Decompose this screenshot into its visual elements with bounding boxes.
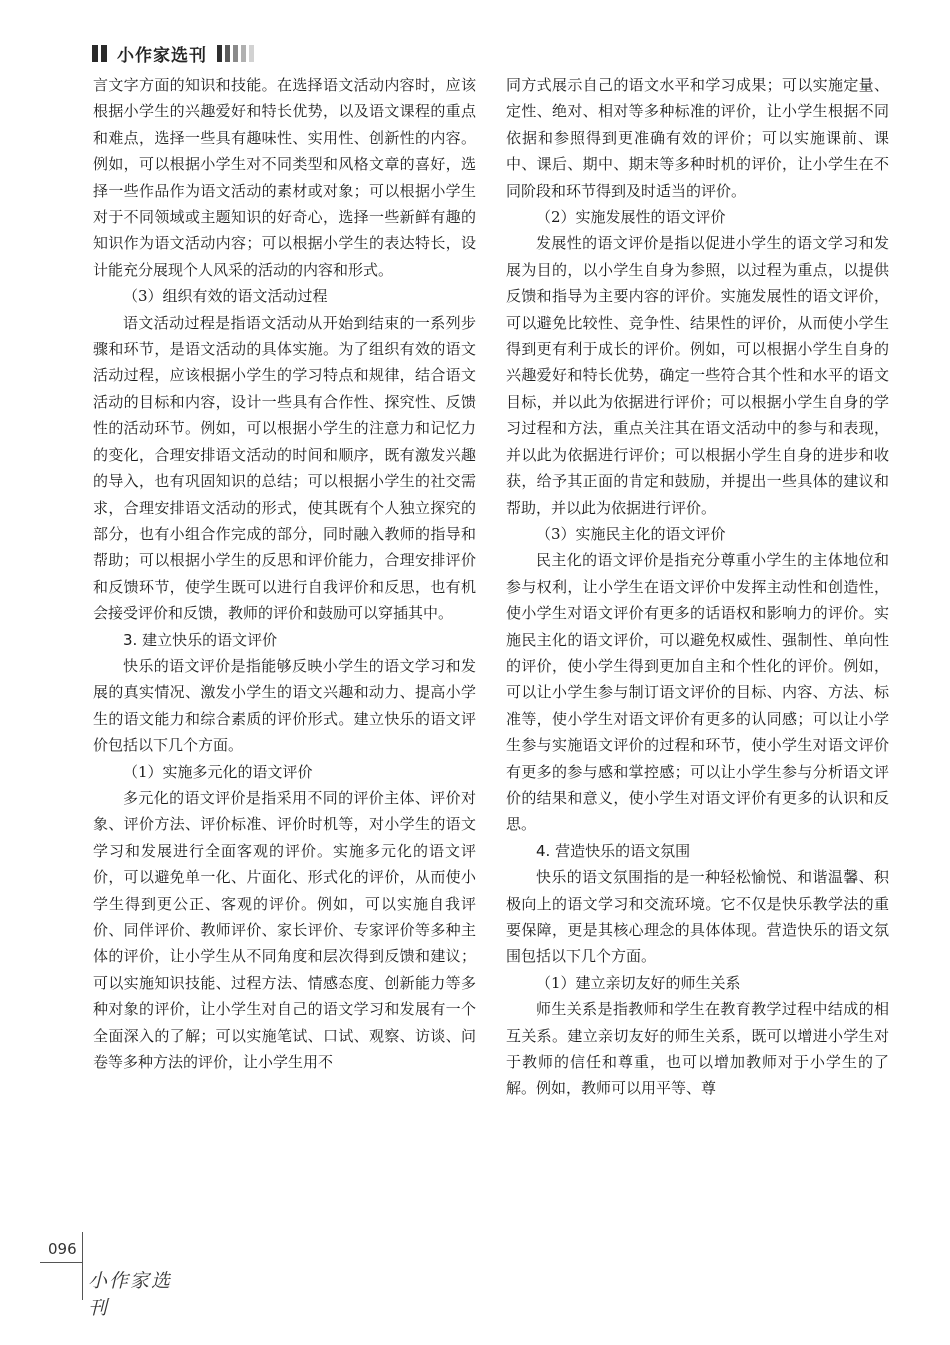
fade-bar xyxy=(225,45,230,62)
page-footer xyxy=(40,1232,192,1319)
paragraph: 言文字方面的知识和技能。在选择语文活动内容时，应该根据小学生的兴趣爱好和特长优势，以及语文课程的重点和难点，选择一些具有趣味性、实用性、创新性的内容。例如，可以根据小学生对不同类型和风格文章的喜好，选择一些作品作为语文活动的素材或对象；可以根据小学生对于不同领域或主题知识的好奇心，选择一些新鲜有趣的知识作为语文活动内容；可以根据小学生的表达特长，设计能充分展现个人风采的活动的内容和形式。 xyxy=(93,76,476,279)
paragraph: 民主化的语文评价是指充分尊重小学生的主体地位和参与权利，让小学生在语文评价中发挥主动性和创造性，使小学生对语文评价有更多的话语权和影响力的评价。实施民主化的语文评价，可以避免权威性、强制性、单向性的评价，使小学生得到更加自主和个性化的评价。例如，可以让小学生参与制订语文评价的目标、内容、方法、标准等，使小学生对语文评价有更多的认同感；可以让小学生参与实施语文评价的过程和环节，使小学生对语文评价有更多的参与感和掌控感；可以让小学生参与分析语文评价的结果和意义，使小学生对语文评价有更多的认识和反思。 xyxy=(506,551,889,834)
right-column xyxy=(506,72,889,1102)
paragraph: 同方式展示自己的语文水平和学习成果；可以实施定量、定性、绝对、相对等多种标准的评价，让小学生根据不同依据和参照得到更准确有效的评价；可以实施课前、课中、课后、期中、期末等多种时机的评价，让小学生在不同阶段和环节得到及时适当的评价。 xyxy=(506,76,889,200)
paragraph: 快乐的语文氛围指的是一种轻松愉悦、和谐温馨、积极向上的语文学习和交流环境。它不仅是快乐教学法的重要保障，更是其核心理念的具体体现。营造快乐的语文氛围包括以下几个方面。 xyxy=(506,868,889,966)
subsection-heading: （3）组织有效的语文活动过程 xyxy=(123,287,328,306)
paragraph: 语文活动过程是指语文活动从开始到结束的一系列步骤和环节，是语文活动的具体实施。为了组织有效的语文活动过程，应该根据小学生的学习特点和规律，结合语文活动的目标和内容，设计一些具有合作性、探究性、反馈性的活动环节。例如，可以根据小学生的注意力和记忆力的变化，合理安排语文活动的时间和顺序，既有激发兴趣的导入，也有巩固知识的总结；可以根据小学生的社交需求，合理安排语文活动的形式，使其既有个人独立探究的部分，也有小组合作完成的部分，同时融入教师的指导和帮助；可以根据小学生的反思和评价能力，合理安排评价和反馈环节，使学生既可以进行自我评价和反思，也有机会接受评价和反馈，教师的评价和鼓励可以穿插其中。 xyxy=(93,313,476,623)
paragraph: 多元化的语文评价是指采用不同的评价主体、评价对象、评价方法、评价标准、评价时机等，对小学生的语文学习和发展进行全面客观的评价。实施多元化的语文评价，可以避免单一化、片面化、形式化的评价，从而使小学生得到更公正、客观的评价。例如，可以实施自我评价、同伴评价、教师评价、家长评价、专家评价等多种主体的评价，让小学生从不同角度和层次得到反馈和建议；可以实施知识技能、过程方法、情感态度、创新能力等多种对象的评价，让小学生对自己的语文学习和发展有一个全面深入的了解；可以实施笔试、口试、观察、访谈、问卷等多种方法的评价，让小学生用不 xyxy=(93,788,476,1072)
running-header xyxy=(92,38,254,68)
subsection-heading: （1）建立亲切友好的师生关系 xyxy=(536,973,741,992)
fade-bar xyxy=(217,45,222,62)
fade-bar xyxy=(249,45,254,62)
page-number: 096 xyxy=(48,1240,77,1258)
header-fade-bars-icon xyxy=(217,45,254,62)
section-heading: 3. 建立快乐的语文评价 xyxy=(123,630,278,649)
journal-name: 小作家选刊 xyxy=(117,45,207,66)
footer-divider xyxy=(40,1262,82,1263)
footer-divider xyxy=(82,1232,83,1300)
subsection-heading: （3）实施民主化的语文评价 xyxy=(536,524,726,543)
paragraph: 发展性的语文评价是指以促进小学生的语文学习和发展为目的，以小学生自身为参照，以过程为重点，以提供反馈和指导为主要内容的评价。实施发展性的语文评价，可以避免比较性、竞争性、结果性的评价，从而使小学生得到更有利于成长的评价。例如，可以根据小学生自身的兴趣爱好和特长优势，确定一些符合其个性和水平的语文目标，并以此为依据进行评价；可以根据小学生自身的学习过程和方法，重点关注其在语文活动中的参与和表现，并以此为依据进行评价；可以根据小学生自身的进步和收获，给予其正面的肯定和鼓励，并提出一些具体的建议和帮助，并以此为依据进行评价。 xyxy=(506,234,889,517)
paragraph: 快乐的语文评价是指能够反映小学生的语文学习和发展的真实情况、激发小学生的语文兴趣和动力、提高小学生的语文能力和综合素质的评价形式。建立快乐的语文评价包括以下几个方面。 xyxy=(93,656,476,755)
subsection-heading: （1）实施多元化的语文评价 xyxy=(123,762,313,781)
paragraph: 师生关系是指教师和学生在教育教学过程中结成的相互关系。建立亲切友好的师生关系，既可以增进小学生对于教师的信任和尊重，也可以增加教师对于小学生的了解。例如，教师可以用平等、尊 xyxy=(506,1000,889,1098)
fade-bar xyxy=(233,45,238,62)
header-bars-icon xyxy=(92,45,107,62)
fade-bar xyxy=(241,45,246,62)
journal-logo: 小作家选刊 xyxy=(88,1270,173,1319)
subsection-heading: （2）实施发展性的语文评价 xyxy=(536,208,726,227)
left-column xyxy=(93,72,476,1075)
section-heading: 4. 营造快乐的语文氛围 xyxy=(536,841,691,860)
